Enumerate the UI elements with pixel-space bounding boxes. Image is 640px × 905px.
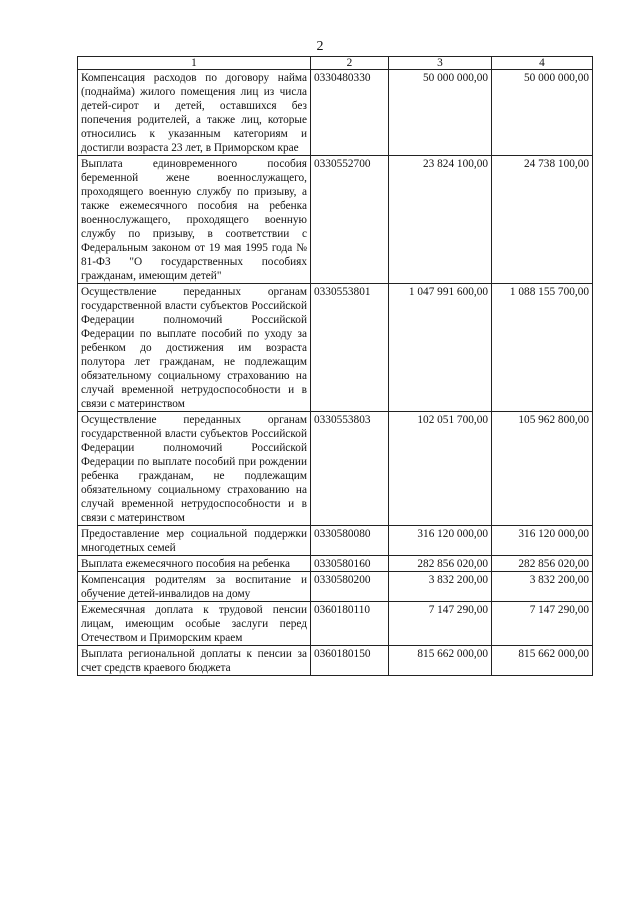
budget-table [77, 56, 593, 676]
row-amount-col4: 24 738 100,00 [492, 156, 593, 284]
row-code: 0330580080 [311, 526, 389, 556]
table-header-row [78, 57, 593, 70]
row-amount-col3: 1 047 991 600,00 [389, 284, 492, 412]
row-code: 0330580200 [311, 572, 389, 602]
row-amount-col4: 3 832 200,00 [492, 572, 593, 602]
table-row [78, 70, 593, 156]
column-header-2: 2 [311, 57, 389, 70]
row-description: Выплата единовременного пособия беременной жене военнослужащего, проходящего военную службу по призыву, а также ежемесячного пособия на ребенка военнослужащего, проходящего военную службу по призыву, в соответствии с Федеральным законом от 19 мая 1995 года № 81-ФЗ "О государственных пособиях гражданам, имеющим детей" [78, 156, 311, 284]
row-description: Выплата ежемесячного пособия на ребенка [78, 556, 311, 572]
table-row [78, 646, 593, 676]
row-code: 0360180150 [311, 646, 389, 676]
table-row [78, 526, 593, 556]
page-number: 2 [316, 39, 324, 54]
row-description: Компенсация расходов по договору найма (поднайма) жилого помещения лиц из числа детей-сирот и детей, оставшихся без попечения родителей, а также лиц, которые относились к указанным категориям и достигли возраста 23 лет, в Приморском крае [78, 70, 311, 156]
row-amount-col3: 3 832 200,00 [389, 572, 492, 602]
row-amount-col3: 282 856 020,00 [389, 556, 492, 572]
column-header-3: 3 [389, 57, 492, 70]
table-row [78, 284, 593, 412]
row-code: 0360180110 [311, 602, 389, 646]
table-row [78, 412, 593, 526]
row-amount-col3: 50 000 000,00 [389, 70, 492, 156]
row-description: Ежемесячная доплата к трудовой пенсии лицам, имеющим особые заслуги перед Отечеством и Приморским краем [78, 602, 311, 646]
row-amount-col3: 316 120 000,00 [389, 526, 492, 556]
column-header-1: 1 [78, 57, 311, 70]
row-amount-col4: 50 000 000,00 [492, 70, 593, 156]
row-amount-col3: 23 824 100,00 [389, 156, 492, 284]
row-amount-col3: 102 051 700,00 [389, 412, 492, 526]
row-amount-col4: 7 147 290,00 [492, 602, 593, 646]
row-amount-col4: 316 120 000,00 [492, 526, 593, 556]
table-row [78, 602, 593, 646]
row-description: Выплата региональной доплаты к пенсии за счет средств краевого бюджета [78, 646, 311, 676]
row-code: 0330553801 [311, 284, 389, 412]
row-amount-col4: 105 962 800,00 [492, 412, 593, 526]
row-amount-col3: 815 662 000,00 [389, 646, 492, 676]
row-description: Предоставление мер социальной поддержки многодетных семей [78, 526, 311, 556]
row-amount-col4: 1 088 155 700,00 [492, 284, 593, 412]
table-row [78, 556, 593, 572]
row-description: Осуществление переданных органам государственной власти субъектов Российской Федерации полномочий Российской Федерации по выплате пособий по уходу за ребенком до достижения им возраста полутора лет гражданам, не подлежащим обязательному социальному страхованию на случай временной нетрудоспособности и в связи с материнством [78, 284, 311, 412]
row-code: 0330552700 [311, 156, 389, 284]
row-description: Осуществление переданных органам государственной власти субъектов Российской Федерации полномочий Российской Федерации по выплате пособий при рождении ребенка гражданам, не подлежащим обязательному социальному страхованию на случай временной нетрудоспособности и в связи с материнством [78, 412, 311, 526]
row-amount-col3: 7 147 290,00 [389, 602, 492, 646]
table-row [78, 156, 593, 284]
table-row [78, 572, 593, 602]
row-code: 0330553803 [311, 412, 389, 526]
row-code: 0330580160 [311, 556, 389, 572]
row-description: Компенсация родителям за воспитание и обучение детей-инвалидов на дому [78, 572, 311, 602]
row-code: 0330480330 [311, 70, 389, 156]
row-amount-col4: 815 662 000,00 [492, 646, 593, 676]
row-amount-col4: 282 856 020,00 [492, 556, 593, 572]
column-header-4: 4 [492, 57, 593, 70]
